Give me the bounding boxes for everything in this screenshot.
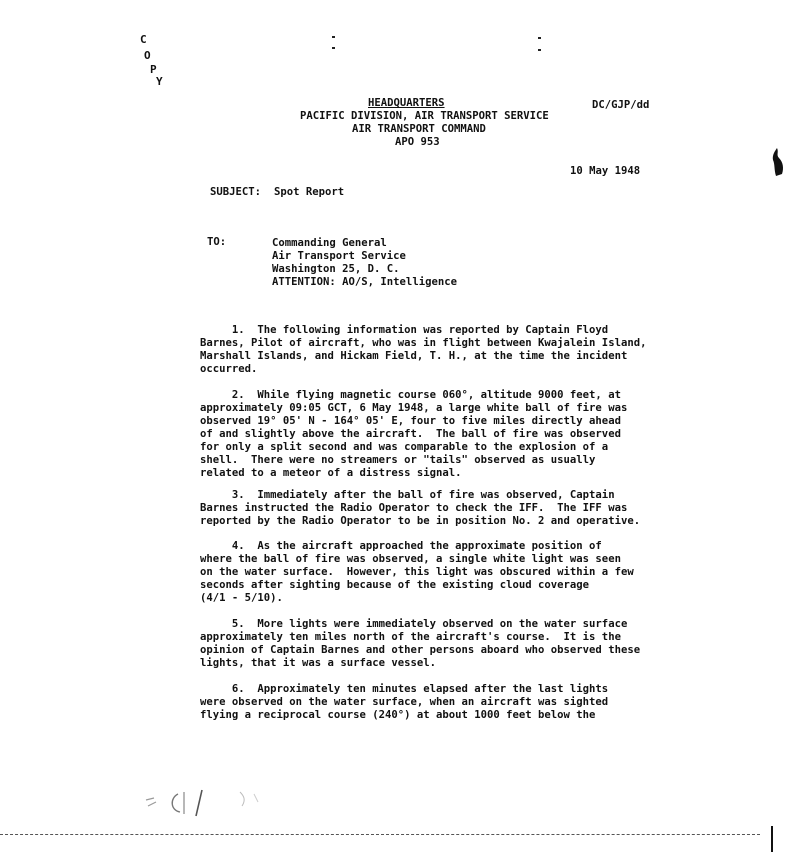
paragraph-3 (200, 489, 660, 528)
paragraph-line: on the water surface. However, this light was obscured within a few (200, 566, 634, 578)
addressee-line: Air Transport Service (272, 250, 406, 262)
paragraph-line: observed 19° 05' N - 164° 05' E, four to five miles directly ahead (200, 415, 621, 427)
scan-mark (538, 37, 541, 39)
paragraph-2 (200, 389, 660, 480)
letterhead-line: PACIFIC DIVISION, AIR TRANSPORT SERVICE (300, 110, 549, 122)
copy-stamp-letter: Y (156, 75, 163, 88)
paragraph-line: where the ball of fire was observed, a single white light was seen (200, 553, 621, 565)
paragraph-line: for only a split second and was comparable to the explosion of a (200, 441, 609, 453)
scan-mark (538, 49, 541, 51)
paragraph-line: approximately ten miles north of the aircraft's course. It is the (200, 631, 621, 643)
paragraph-5 (200, 618, 660, 670)
paragraph-line: opinion of Captain Barnes and other persons aboard who observed these (200, 644, 641, 656)
paragraph-line: lights, that it was a surface vessel. (200, 657, 436, 669)
reference-code: DC/GJP/dd (592, 99, 650, 111)
letterhead-line: AIR TRANSPORT COMMAND (352, 123, 486, 135)
paragraph-line: 4. As the aircraft approached the approximate position of (200, 540, 602, 552)
addressee-line: Washington 25, D. C. (272, 263, 400, 275)
page-edge-line (0, 834, 760, 835)
paragraph-line: occurred. (200, 363, 258, 375)
page-edge-mark (771, 826, 773, 852)
scan-mark (332, 36, 335, 38)
letterhead-line: APO 953 (395, 136, 440, 148)
subject-value: Spot Report (274, 186, 345, 198)
document-date: 10 May 1948 (570, 165, 641, 177)
addressee-block (272, 237, 457, 289)
addressee-line: ATTENTION: AO/S, Intelligence (272, 276, 457, 288)
paragraph-line: approximately 09:05 GCT, 6 May 1948, a large white ball of fire was (200, 402, 628, 414)
subject-label: SUBJECT: (210, 186, 262, 198)
handwritten-scribble (140, 786, 280, 822)
scan-mark (332, 47, 335, 49)
paragraph-line: of and slightly above the aircraft. The ball of fire was observed (200, 428, 621, 440)
paragraph-line: 6. Approximately ten minutes elapsed after the last lights (200, 683, 609, 695)
paragraph-line: seconds after sighting because of the existing cloud coverage (200, 579, 590, 591)
copy-stamp-letter: O (144, 49, 151, 62)
addressee-line: Commanding General (272, 237, 387, 249)
copy-stamp-letter: C (140, 33, 147, 46)
paragraph-line: 1. The following information was reported by Captain Floyd (200, 324, 609, 336)
paragraph-line: Barnes, Pilot of aircraft, who was in flight between Kwajalein Island, (200, 337, 647, 349)
paragraph-6 (200, 683, 660, 722)
paragraph-line: were observed on the water surface, when an aircraft was sighted (200, 696, 609, 708)
paragraph-line: Marshall Islands, and Hickam Field, T. H., at the time the incident (200, 350, 628, 362)
paragraph-4 (200, 540, 660, 605)
paragraph-line: Barnes instructed the Radio Operator to check the IFF. The IFF was (200, 502, 628, 514)
paragraph-line: related to a meteor of a distress signal. (200, 467, 462, 479)
paragraph-line: 2. While flying magnetic course 060°, altitude 9000 feet, at (200, 389, 621, 401)
copy-stamp-letter: P (150, 63, 157, 76)
paragraph-line: shell. There were no streamers or "tails" observed as usually (200, 454, 596, 466)
letterhead-line: HEADQUARTERS (368, 97, 445, 109)
paragraph-line: 3. Immediately after the ball of fire was observed, Captain (200, 489, 615, 501)
paragraph-line: (4/1 - 5/10). (200, 592, 283, 604)
paragraph-1 (200, 324, 660, 376)
scan-edge-mark (770, 146, 786, 178)
to-label: TO: (207, 236, 227, 248)
paragraph-line: 5. More lights were immediately observed on the water surface (200, 618, 628, 630)
paragraph-line: flying a reciprocal course (240°) at about 1000 feet below the (200, 709, 596, 721)
paragraph-line: reported by the Radio Operator to be in position No. 2 and operative. (200, 515, 641, 527)
